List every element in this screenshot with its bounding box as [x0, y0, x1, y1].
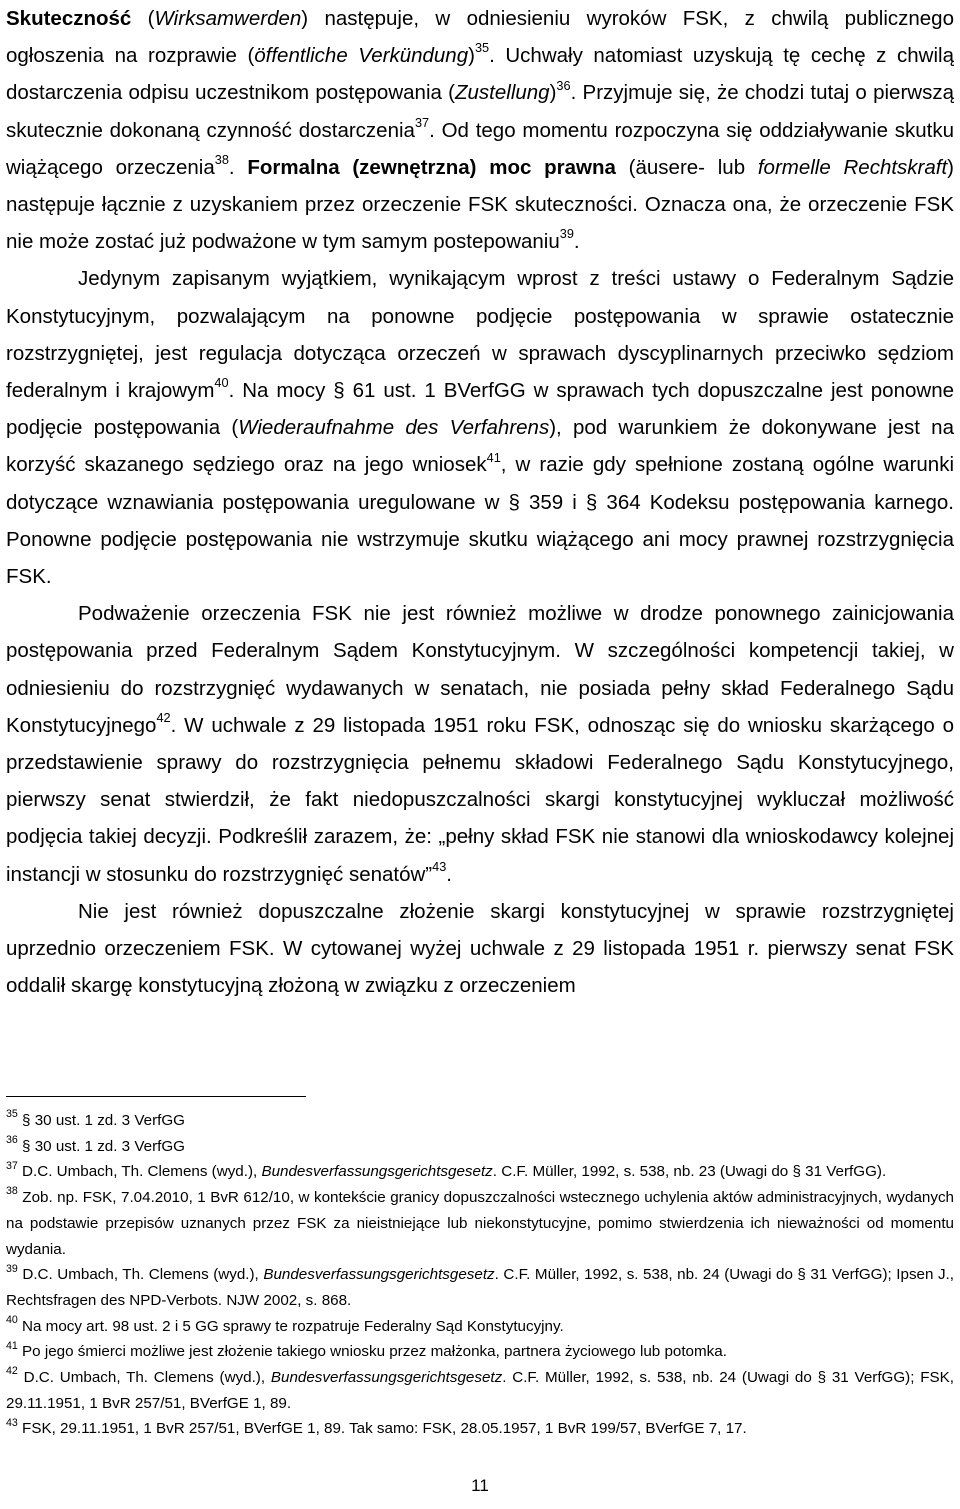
footnote-ref-40[interactable]: 40: [214, 375, 229, 391]
footnote-41: $^{41}$ Po jego śmierci możliwe jest złożenie takiego wniosku przez małżonka, partnera życiowego lub potomka.: [6, 1339, 727, 1361]
footnotes: [6, 1108, 954, 1442]
footnote-ref-41[interactable]: 41: [486, 449, 501, 465]
footnote-38: $^{38}$ Zob. np. FSK, 7.04.2010, 1 BvR 612/10, w kontekście granicy dopuszczalności wstecznego uchylenia aktów administracyjnych, wydanych na podstawie przepisów uznanych przez FSK za nieistniejące lub niekonstytucyjne, pomimo stwierdzenia ich nieważności od momentu wydania.: [6, 1185, 954, 1258]
footnote-ref-42[interactable]: 42: [156, 710, 171, 726]
footnote-ref-35[interactable]: 35: [474, 40, 490, 56]
footnote-ref-36[interactable]: 36: [556, 77, 571, 93]
document-page: [6, 0, 954, 1004]
footnote-ref-43[interactable]: 43: [432, 858, 447, 874]
footnote-separator: [6, 1096, 306, 1097]
footnote-37: $^{37}$ D.C. Umbach, Th. Clemens (wyd.), Bundesverfassungsgerichtsgesetz. C.F. Müller, 1992, s. 538, nb. 23 (Uwagi do § 31 VerfGG).: [6, 1159, 887, 1181]
footnote-ref-37[interactable]: 37: [414, 114, 430, 130]
paragraph-1: Skuteczność (Wirksamwerden) następuje, w odniesieniu wyroków FSK, z chwilą publicznego ogłoszenia na rozprawie (öffentliche Verkündung)$^{35}$. Uchwały natomiast uzyskują tę cechę z chwilą dostarczenia odpisu uczestnikom postępowania (Zustellung)$^{36}$. Przyjmuje się, że chodzi tutaj o pierwszą skutecznie dokonaną czynność dostarczenia$^{37}$. Od tego momentu rozpoczyna się oddziaływanie skutku wiążącego orzeczenia$^{38}$. Formalna (zewnętrzna) moc prawna (äusere- lub formelle Rechtskraft) następuje łącznie z uzyskaniem przez orzeczenie FSK skuteczności. Oznacza ona, że orzeczenie FSK nie może zostać już podważone w tym samym postepowaniu$^{39}$.: [6, 7, 955, 254]
footnote-39: $^{39}$ D.C. Umbach, Th. Clemens (wyd.), Bundesverfassungsgerichtsgesetz. C.F. Müller, 1992, s. 538, nb. 24 (Uwagi do § 31 VerfGG); Ipsen J., Rechtsfragen des NPD-Verbots. NJW 2002, s. 868.: [6, 1262, 954, 1309]
page-number: 11: [471, 1476, 489, 1495]
paragraph-4: Nie jest również dopuszczalne złożenie skargi konstytucyjnej w sprawie rozstrzygniętej uprzednio orzeczeniem FSK. W cytowanej wyżej uchwale z 29 listopada 1951 r. pierwszy senat FSK oddalił skargę konstytucyjną złożoną w związku z orzeczeniem: [6, 899, 954, 998]
footnote-35: $^{35}$ § 30 ust. 1 zd. 3 VerfGG: [6, 1108, 185, 1129]
paragraph-3: Podważenie orzeczenia FSK nie jest również możliwe w drodze ponownego zainicjowania postępowania przed Federalnym Sądem Konstytucyjnym. W szczególności kompetencji takiej, w odniesieniu do rozstrzygnięć wydawanych w senatach, nie posiada pełny skład Federalnego Sądu Konstytucyjnego$^{42}$. W uchwale z 29 listopada 1951 roku FSK, odnosząc się do wniosku skarżącego o przedstawienie sprawy do rozstrzygnięcia pełnemu składowi Federalnego Sądu Konstytucyjnego, pierwszy senat stwierdził, że fakt niedopuszczalności skargi konstytucyjnej wykluczał możliwość podjęcia takiej decyzji. Podkreślił zarazem, że: „pełny skład FSK nie stanowi dla wnioskodawcy kolejnej instancji w stosunku do rozstrzygnięć senatów”$^{43}$.: [6, 602, 954, 886]
footnote-40: $^{40}$ Na mocy art. 98 ust. 2 i 5 GG sprawy te rozpatruje Federalny Sąd Konstytucyjny.: [6, 1313, 564, 1335]
footnote-36: $^{36}$ § 30 ust. 1 zd. 3 VerfGG: [6, 1134, 185, 1155]
footnote-ref-38[interactable]: 38: [214, 152, 229, 168]
footnote-ref-39[interactable]: 39: [559, 226, 574, 242]
footnote-43: $^{43}$ FSK, 29.11.1951, 1 BvR 257/51, BVerfGE 1, 89. Tak samo: FSK, 28.05.1957, 1 BvR 199/57, BVerfGE 7, 17.: [6, 1416, 747, 1438]
paragraph-2: Jedynym zapisanym wyjątkiem, wynikającym wprost z treści ustawy o Federalnym Sądzie Konstytucyjnym, pozwalającym na ponowne podjęcie postępowania w sprawie ostatecznie rozstrzygniętej, jest regulacja dotycząca orzeczeń w sprawach dyscyplinarnych przeciwko sędziom federalnym i krajowym$^{40}$. Na mocy § 61 ust. 1 BVerfGG w sprawach tych dopuszczalne jest ponowne podjęcie postępowania (Wiederaufnahme des Verfahrens), pod warunkiem że dokonywane jest na korzyść skazanego sędziego oraz na jego wniosek$^{41}$, w razie gdy spełnione zostaną ogólne warunki dotyczące wznawiania postępowania uregulowane w § 359 i § 364 Kodeksu postępowania karnego. Ponowne podjęcie postępowania nie wstrzymuje skutku wiążącego ani mocy prawnej rozstrzygnięcia FSK.: [6, 267, 955, 589]
footnote-42: $^{42}$ D.C. Umbach, Th. Clemens (wyd.), Bundesverfassungsgerichtsgesetz. C.F. Müller, 1992, s. 538, nb. 24 (Uwagi do § 31 VerfGG); FSK, 29.11.1951, 1 BvR 257/51, BVerfGE 1, 89.: [6, 1365, 955, 1412]
body-text: [6, 0, 954, 1004]
